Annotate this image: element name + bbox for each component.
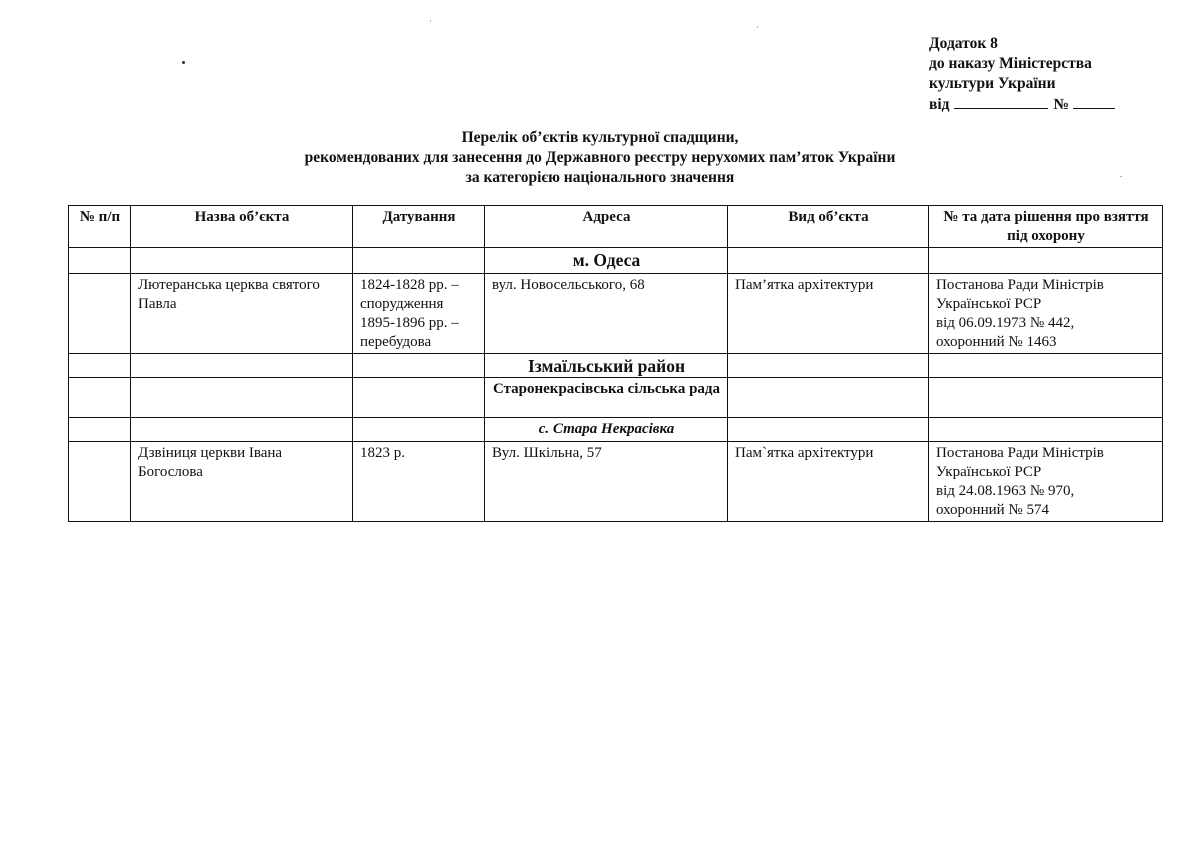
header-name: Назва об’єкта (131, 206, 353, 248)
header-object-type: Вид об’єкта (728, 206, 929, 248)
header-decision: № та дата рішення про взяття під охорону (929, 206, 1163, 248)
scan-speck (430, 20, 431, 22)
header-address: Адреса (485, 206, 728, 248)
annex-order-line: до наказу Міністерства (929, 55, 1092, 72)
table-row (69, 442, 1163, 522)
annex-ministry-line: культури України (929, 75, 1056, 92)
row1-object-type: Пам’ятка архітектури (728, 274, 929, 354)
annex-date-number-line (929, 94, 1115, 115)
document-title (0, 128, 1200, 188)
heritage-objects-table (68, 205, 1163, 522)
table-row (69, 274, 1163, 354)
title-line-3: за категорією національного значення (465, 169, 735, 186)
number-blank (1073, 94, 1115, 109)
row1-number (69, 274, 131, 354)
row2-dating: 1823 р. (353, 442, 485, 522)
section-row-council (69, 378, 1163, 418)
row2-address: Вул. Шкільна, 57 (485, 442, 728, 522)
row2-name: Дзвіниця церкви Івана Богослова (131, 442, 353, 522)
row2-decision: Постанова Ради Міністрів Української РСР від 24.08.1963 № 970, охоронний № 574 (929, 442, 1163, 522)
annex-number: Додаток 8 (929, 35, 998, 52)
scan-speck (757, 26, 758, 28)
row1-address: вул. Новосельського, 68 (485, 274, 728, 354)
section-village-label: с. Стара Некрасівка (485, 418, 728, 442)
section-row-village (69, 418, 1163, 442)
scan-speck (182, 61, 185, 64)
section-row-city (69, 248, 1163, 274)
section-row-district (69, 354, 1163, 378)
annex-block (929, 34, 1115, 115)
row1-name: Лютеранська церква святого Павла (131, 274, 353, 354)
title-line-2: рекомендованих для занесення до Державного реєстру нерухомих пам’яток України (304, 149, 896, 166)
section-city-label: м. Одеса (485, 248, 728, 274)
section-district-label: Ізмаїльський район (485, 354, 728, 378)
row1-dating: 1824-1828 рр. – спорудження 1895-1896 рр. – перебудова (353, 274, 485, 354)
table-header-row (69, 206, 1163, 248)
row1-decision: Постанова Ради Міністрів Української РСР від 06.09.1973 № 442, охоронний № 1463 (929, 274, 1163, 354)
annex-from-label: від (929, 96, 950, 113)
section-council-label: Старонекрасівська сільська рада (485, 378, 728, 418)
header-dating: Датування (353, 206, 485, 248)
date-blank (954, 94, 1048, 109)
title-line-1: Перелік об’єктів культурної спадщини, (461, 129, 739, 146)
row2-object-type: Пам`ятка архітектури (728, 442, 929, 522)
annex-number-label: № (1053, 96, 1070, 113)
header-number: № п/п (69, 206, 131, 248)
scan-speck (1120, 176, 1122, 177)
row2-number (69, 442, 131, 522)
